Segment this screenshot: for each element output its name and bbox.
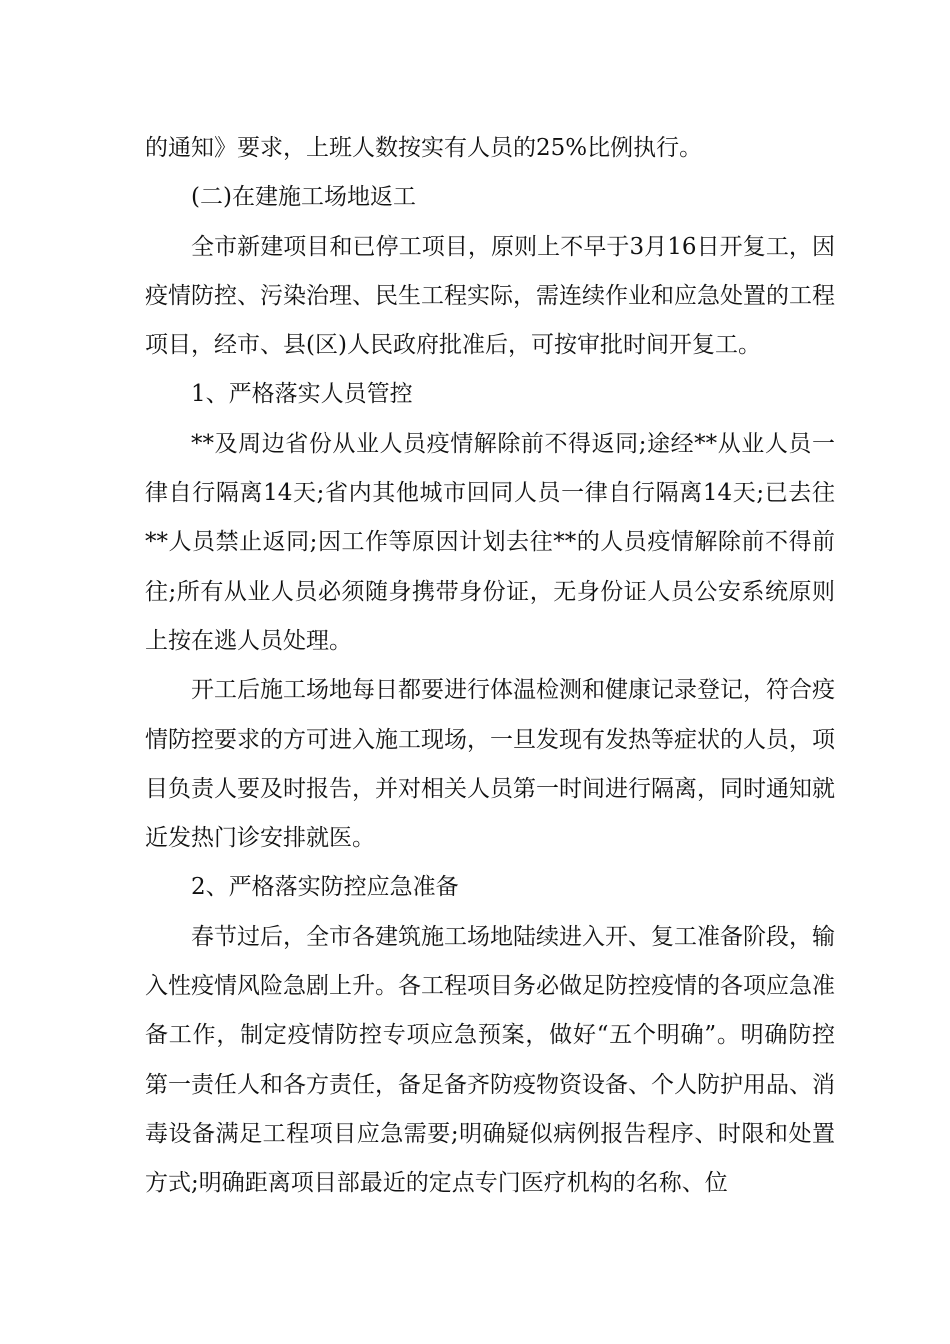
section-heading-construction-sites: (二)在建施工场地返工 bbox=[191, 184, 416, 211]
paragraph-temperature-checks: 开工后施工场地每日都要进行体温检测和健康记录登记，符合疫情防控要求的方可进入施工现场，一旦发现有发热等症状的人员，项目负责人要及时报告，并对相关人员第一时间进行隔离，同时通知就近发热门诊安排就医。 bbox=[145, 677, 835, 852]
subheading-emergency-preparation: 2、严格落实防控应急准备 bbox=[191, 874, 459, 901]
document-body bbox=[145, 124, 835, 1209]
paragraph-five-clarifications: 春节过后，全市各建筑施工场地陆续进入开、复工准备阶段，输入性疫情风险急剧上升。各工程项目务必做足防控疫情的各项应急准备工作，制定疫情防控专项应急预案，做好“五个明确”。明确防控第一责任人和各方责任，备足备齐防疫物资设备、个人防护用品、消毒设备满足工程项目应急需要;明确疑似病例报告程序、时限和处置方式;明确距离项目部最近的定点专门医疗机构的名称、位 bbox=[145, 923, 835, 1197]
paragraph-isolation-rules: **及周边省份从业人员疫情解除前不得返同;途经**从业人员一律自行隔离14天;省内其他城市回同人员一律自行隔离14天;已去往**人员禁止返同;因工作等原因计划去往**的人员疫情解除前不得前往;所有从业人员必须随身携带身份证，无身份证人员公安系统原则上按在逃人员处理。 bbox=[145, 430, 835, 654]
paragraph-notice-continuation: 的通知》要求，上班人数按实有人员的25%比例执行。 bbox=[145, 135, 703, 161]
paragraph-reopening-date: 全市新建项目和已停工项目，原则上不早于3月16日开复工，因疫情防控、污染治理、民生工程实际，需连续作业和应急处置的工程项目，经市、县(区)人民政府批准后，可按审批时间开复工。 bbox=[145, 233, 835, 359]
subheading-personnel-control: 1、严格落实人员管控 bbox=[191, 381, 413, 408]
